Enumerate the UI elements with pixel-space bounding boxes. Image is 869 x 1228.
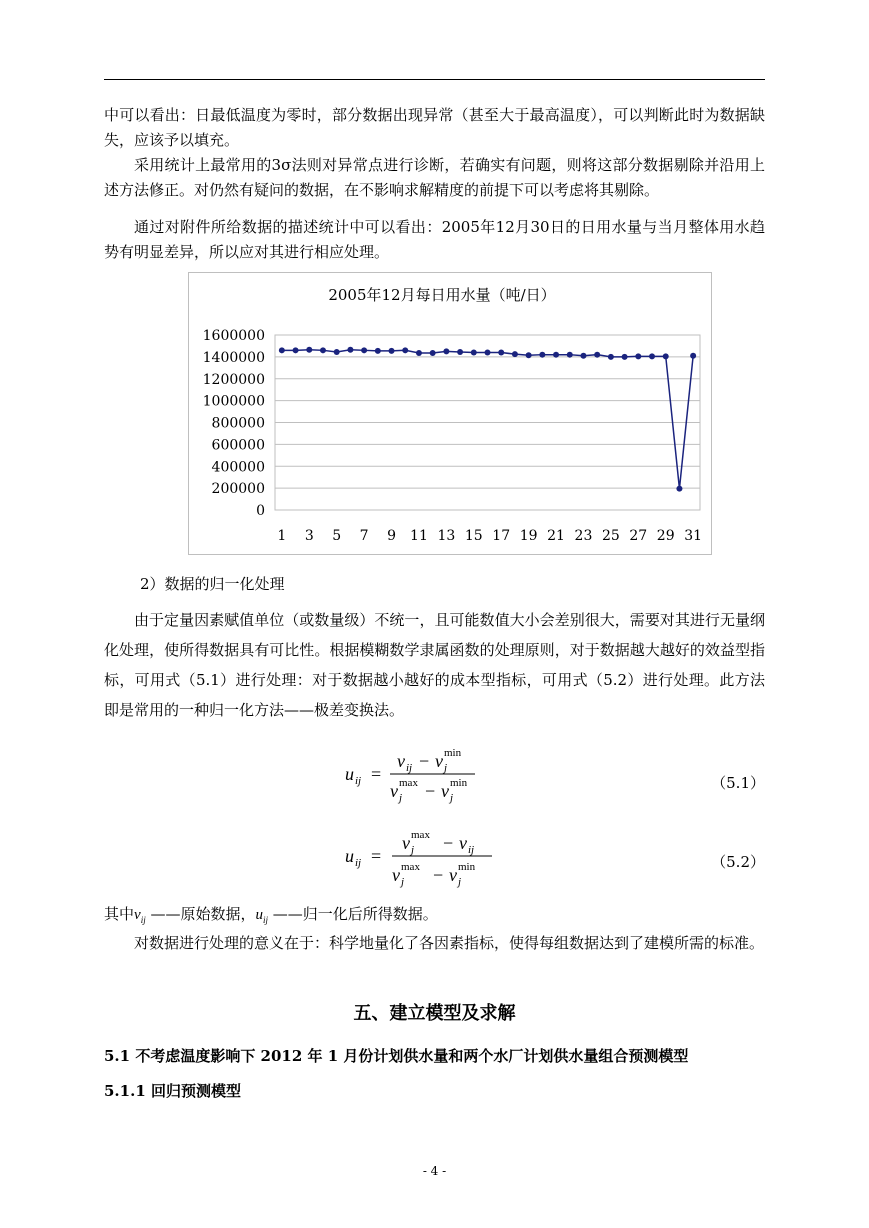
x-tick-label: 25 xyxy=(601,528,620,544)
x-tick-label: 5 xyxy=(332,528,342,544)
y-tick-label: 1000000 xyxy=(202,393,265,410)
symbols-mid: ——原始数据， xyxy=(150,905,256,923)
data-point xyxy=(635,353,641,359)
paragraph-symbols xyxy=(104,902,765,933)
x-tick-label: 31 xyxy=(684,528,703,544)
equation-5-1-number: （5.1） xyxy=(711,774,765,792)
svg-text:v: v xyxy=(390,781,398,801)
data-point xyxy=(293,347,299,353)
water-usage-chart xyxy=(188,272,712,555)
svg-text:j: j xyxy=(450,792,454,804)
y-tick-label: 1400000 xyxy=(202,349,265,366)
data-point xyxy=(663,353,669,359)
data-point xyxy=(553,352,559,358)
x-tick-label: 13 xyxy=(437,528,456,544)
svg-text:−: − xyxy=(425,781,436,801)
x-tick-label: 17 xyxy=(492,528,511,544)
data-point xyxy=(608,354,614,360)
equation-5-1 xyxy=(345,742,485,806)
data-point xyxy=(457,349,463,355)
y-tick-label: 800000 xyxy=(211,415,265,432)
svg-text:−: − xyxy=(419,751,430,771)
paragraph-missing-data: 中可以看出：日最低温度为零时，部分数据出现异常（甚至大于最高温度），可以判断此时为数据缺失，应该予以填充。 xyxy=(104,106,765,149)
data-point xyxy=(526,352,532,358)
svg-text:min: min xyxy=(458,861,476,873)
x-tick-label: 21 xyxy=(547,528,565,544)
data-point xyxy=(375,348,381,354)
x-tick-label: 27 xyxy=(629,528,648,544)
data-point xyxy=(690,353,696,359)
symbols-post: ——归一化后所得数据。 xyxy=(272,905,438,923)
x-axis-ticks xyxy=(277,528,702,544)
x-tick-label: 19 xyxy=(519,528,538,544)
y-tick-label: 400000 xyxy=(211,459,265,476)
y-tick-label: 0 xyxy=(256,503,265,519)
svg-text:j: j xyxy=(401,876,405,888)
equation-5-2-svg xyxy=(345,824,505,890)
svg-text:v: v xyxy=(441,781,449,801)
data-point xyxy=(361,347,367,353)
data-point xyxy=(402,347,408,353)
svg-text:j: j xyxy=(458,876,462,888)
svg-text:=: = xyxy=(371,846,382,866)
data-point xyxy=(539,352,545,358)
svg-text:v: v xyxy=(402,833,410,853)
symbol-v-ij: $v_{ij}$ xyxy=(134,907,146,925)
data-point xyxy=(594,352,600,358)
paragraph-normalization: 由于定量因素赋值单位（或数量级）不统一，且可能数值大小会差别很大，需要对其进行无量纲化处理，使所得数据具有可比性。根据模糊数学隶属函数的处理原则，对于数据越大越好的效益型指标，可用式（5.1）进行处理：对于数据越小越好的成本型指标，可用式（5.2）进行处理。此方法即是常用的一种归一化方法——极差变换法。 xyxy=(104,611,765,719)
x-tick-label: 11 xyxy=(410,528,428,544)
data-point xyxy=(649,353,655,359)
section-title: 五、建立模型及求解 xyxy=(353,1003,516,1024)
svg-text:−: − xyxy=(443,833,454,853)
svg-text:max: max xyxy=(399,777,418,789)
data-point xyxy=(306,347,312,353)
svg-text:max: max xyxy=(411,829,430,841)
svg-text:ij: ij xyxy=(355,775,362,787)
x-tick-label: 29 xyxy=(656,528,675,544)
x-tick-label: 9 xyxy=(387,528,396,544)
chart-grid xyxy=(275,335,700,510)
equation-5-2 xyxy=(345,824,505,890)
symbols-pre: 其中 xyxy=(104,905,135,923)
data-point xyxy=(498,350,504,356)
series-points xyxy=(279,347,696,492)
svg-text:ij: ij xyxy=(406,762,413,774)
x-tick-label: 23 xyxy=(574,528,593,544)
data-point xyxy=(416,350,422,356)
data-point xyxy=(279,347,285,353)
x-tick-label: 3 xyxy=(304,528,314,544)
svg-text:min: min xyxy=(444,747,462,759)
data-point xyxy=(443,348,449,354)
svg-text:min: min xyxy=(450,777,468,789)
subsection-5-1-1-heading: 5.1.1 回归预测模型 xyxy=(104,1082,241,1100)
x-tick-label: 15 xyxy=(464,528,483,544)
svg-text:u: u xyxy=(345,764,354,784)
data-point xyxy=(347,347,353,353)
svg-text:v: v xyxy=(397,751,405,771)
svg-text:v: v xyxy=(392,865,400,885)
svg-text:v: v xyxy=(459,833,467,853)
data-point xyxy=(334,349,340,355)
svg-text:−: − xyxy=(433,865,444,885)
x-tick-label: 1 xyxy=(277,528,287,544)
data-point xyxy=(622,354,628,360)
svg-text:v: v xyxy=(435,751,443,771)
svg-text:j: j xyxy=(411,844,415,856)
chart-title: 2005年12月每日用水量（吨/日） xyxy=(328,286,556,304)
svg-text:ij: ij xyxy=(355,857,362,869)
chart-svg xyxy=(189,273,711,554)
x-tick-label: 7 xyxy=(359,528,369,544)
paragraph-significance: 对数据进行处理的意义在于：科学地量化了各因素指标，使得每组数据达到了建模所需的标准。 xyxy=(134,934,765,952)
subsection-5-1-heading: 5.1 不考虑温度影响下 2012 年 1 月份计划供水量和两个水厂计划供水量组合预测模型 xyxy=(104,1047,689,1065)
data-point xyxy=(320,347,326,353)
paragraph-three-sigma: 采用统计上最常用的3σ法则对异常点进行诊断，若确实有问题，则将这部分数据剔除并沿用上述方法修正。对仍然有疑问的数据，在不影响求解精度的前提下可以考虑将其剔除。 xyxy=(104,156,765,199)
data-point xyxy=(676,486,682,492)
data-point xyxy=(485,350,491,356)
data-point xyxy=(567,352,573,358)
paragraph-december-anomaly: 通过对附件所给数据的描述统计中可以看出：2005年12月30日的日用水量与当月整体用水趋势有明显差异，所以应对其进行相应处理。 xyxy=(104,218,765,261)
symbol-u-ij: $u_{ij}$ xyxy=(255,907,269,925)
series-line xyxy=(282,350,693,489)
page-number: - 4 - xyxy=(422,1164,447,1178)
header-rule xyxy=(104,79,765,80)
svg-text:ij: ij xyxy=(468,844,475,856)
data-point xyxy=(512,351,518,357)
svg-text:max: max xyxy=(401,861,420,873)
equation-5-2-number: （5.2） xyxy=(711,853,765,871)
y-tick-label: 1200000 xyxy=(202,371,265,388)
y-axis-ticks xyxy=(203,328,265,519)
subsection-normalization-heading: 2）数据的归一化处理 xyxy=(140,575,285,593)
data-point xyxy=(389,348,395,354)
svg-text:v: v xyxy=(449,865,457,885)
svg-text:j: j xyxy=(444,762,448,774)
y-tick-label: 200000 xyxy=(211,481,265,498)
data-point xyxy=(430,350,436,356)
y-tick-label: 600000 xyxy=(211,437,265,454)
y-tick-label: 1600000 xyxy=(202,328,265,344)
svg-text:u: u xyxy=(345,846,354,866)
data-point xyxy=(580,353,586,359)
data-point xyxy=(471,350,477,356)
svg-text:=: = xyxy=(371,764,382,784)
equation-5-1-svg xyxy=(345,742,485,806)
svg-text:j: j xyxy=(399,792,403,804)
